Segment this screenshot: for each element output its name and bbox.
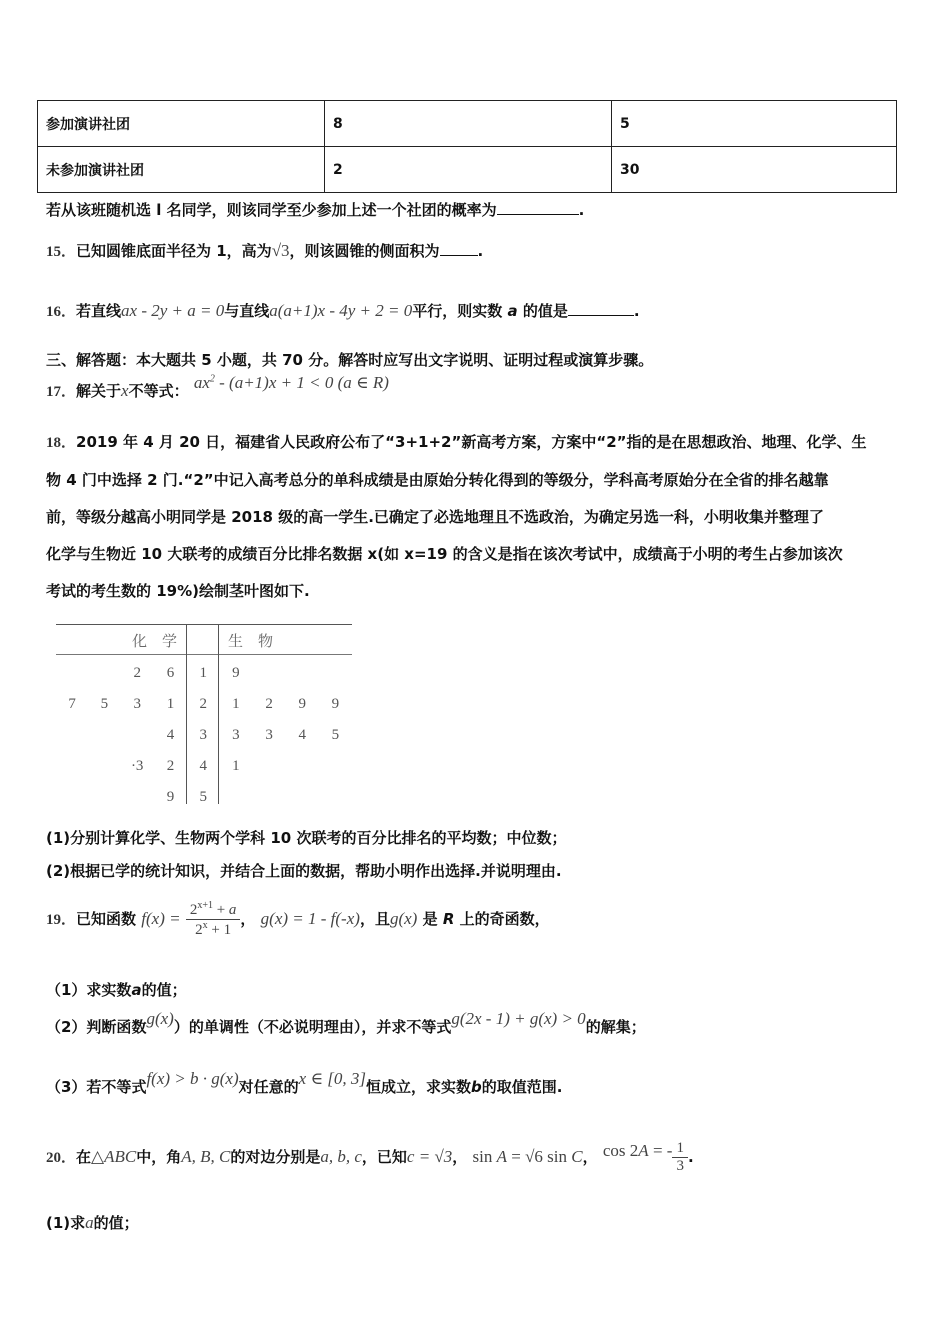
q15-end: . [477,242,484,260]
stem-value: 3 [199,727,207,743]
q15-pre: 已知圆锥底面半径为 1，高为 [76,242,272,260]
q20-mid2: 的对边分别是 [230,1148,321,1166]
q19-post: 是 [422,910,438,928]
stem-row [56,689,352,720]
question-number: 15． [46,244,77,260]
stem-row [56,751,352,782]
question-number: 16． [46,304,77,320]
question-number: 17． [46,384,77,400]
q16-pre: 若直线 [76,302,122,320]
left-leaf: 5 [100,696,109,712]
table-cell: 30 [612,147,897,193]
stem-value: 4 [199,758,207,774]
table-cell: 参加演讲社团 [38,101,325,147]
right-leaf [286,782,319,813]
q19-s1var: a [131,981,142,999]
q16-post: 平行，则实数 [412,302,503,320]
q19-s3pre: （3）若不等式 [46,1078,147,1096]
q19-sub1 [46,979,187,1000]
table-cell: 5 [612,101,897,147]
header-biology: 生 物 [228,632,274,650]
stem-value: 1 [199,665,207,681]
left-leaf [88,658,120,689]
question-number: 18． [46,435,77,451]
right-leaf: 5 [331,727,340,743]
question-number: 20． [46,1150,77,1166]
q18-line [46,424,908,462]
left-leaf: 2 [166,758,175,774]
q14-tail: 若从该班随机选 l 名同学，则该同学至少参加上述一个社团的概率为 . [46,201,585,219]
q19-s2mid: ）的单调性（不必说明理由），并求不等式 [173,1018,452,1036]
table-row [38,147,897,193]
q18-line: 化学与生物近 10 大联考的成绩百分比排名数据 x(如 x=19 的含义是指在该次考试中，成绩高于小明的考生占参加该次 [46,545,843,563]
q20-mid3: ，已知 [361,1148,407,1166]
stem-row [56,782,352,813]
stem-value: 2 [199,696,207,712]
left-leaf [56,658,88,689]
left-leaf: 9 [166,789,175,805]
left-leaf [120,720,154,751]
left-leaf [120,782,154,813]
q19-post2: 上的奇函数， [459,910,550,928]
left-leaf [88,751,120,782]
q15-post: ，则该圆锥的侧面积为 [289,242,440,260]
q16-post2: 的值是 [522,302,568,320]
question-number: 19． [46,912,77,928]
q19-pre: 已知函数 [76,910,137,928]
q20-sub1-var: a [85,1213,94,1232]
right-leaf [286,751,319,782]
q19-mid: ，且 [359,910,390,928]
q20-c1: ， [452,1148,468,1166]
q20-mid1: 中，角 [136,1148,182,1166]
stem-row [56,658,352,689]
question-17: 17．解关于x不等式： $ax^2 - (a+1)x + 1 < 0$ (a ∈ R) [46,373,389,400]
left-leaf [88,720,120,751]
stem-row [56,720,352,751]
q19-s2pre: （2）判断函数 [46,1018,147,1036]
q19-s1: （1）求实数 [46,981,132,999]
left-leaf [56,751,88,782]
question-15: 15．已知圆锥底面半径为 1，高为√3，则该圆锥的侧面积为 . [46,241,484,260]
stem-table [56,658,352,813]
q17-var: x [121,381,129,400]
left-leaf: 7 [68,696,76,712]
q20-sub1 [46,1212,139,1233]
right-leaf: 3 [265,727,273,743]
right-leaf: 1 [232,758,240,774]
q19-s3end: 的取值范围. [481,1078,563,1096]
q19-s3post: 恒成立，求实数 [366,1078,472,1096]
stem-value: 5 [199,789,207,805]
right-leaf [252,751,285,782]
left-leaf: ·3 [130,758,144,774]
q20-sub1-end: 的值； [93,1214,139,1232]
left-leaf [56,720,88,751]
q16-mid: 与直线 [224,302,270,320]
q18-line: 考试的考生数的 19%)绘制茎叶图如下. [46,582,310,600]
right-leaf: 2 [265,696,273,712]
question-18 [46,424,908,610]
right-leaf [319,658,352,689]
question-19: 19．已知函数 f(x) = $\frac{2^{x+1} + a}{2^x + 1}$ ， g(x) = 1 - f(-x)，且g(x) 是 R 上的奇函数， [46,900,550,938]
left-leaf: 6 [166,665,175,681]
table-row [38,101,897,147]
q20-end: . [687,1148,694,1166]
right-leaf: 3 [232,727,240,743]
q19-R: R [442,910,455,928]
right-leaf: 9 [298,696,306,712]
left-leaf [88,782,120,813]
q18-line: 物 4 门中选择 2 门.“2”中记入高考总分的单科成绩是由原始分转化得到的等级分，学科高考原始分在全省的排名越靠 [46,471,829,489]
q19-sep: ， [240,910,256,928]
right-leaf: 9 [331,696,340,712]
q19-s1end: 的值； [141,981,187,999]
q17-post: 不等式： [128,382,189,400]
q18-sub2: (2)根据已学的统计知识，并结合上面的数据，帮助小明作出选择.并说明理由. [46,862,562,880]
q20-pre: 在 [76,1148,92,1166]
right-leaf [319,782,352,813]
stem-leaf-plot [56,624,352,804]
q16-end: . [633,302,640,320]
right-leaf [319,751,352,782]
right-leaf [219,782,252,813]
right-leaf [252,658,285,689]
right-leaf: 1 [232,696,240,712]
right-leaf [252,782,285,813]
q20-sub1-text: (1)求 [46,1214,86,1232]
table-cell: 2 [325,147,612,193]
q19-s2end: 的解集； [585,1018,646,1036]
right-leaf [286,658,319,689]
right-leaf: 4 [298,727,306,743]
club-table [37,100,897,193]
q19-sub2: （2）判断函数g(x)）的单调性（不必说明理由），并求不等式g(2x - 1) + g(x) > 0的解集； [46,1009,646,1036]
q18-line: 前，等级分越高小明同学是 2018 级的高一学生.已确定了必选地理且不选政治，为确定另选一科，小明收集并整理了 [46,508,824,526]
table-cell: 未参加演讲社团 [38,147,325,193]
q18-text: 2019 年 4 月 20 日，福建省人民政府公布了“3+1+2”新高考方案，方案中“2”指的是在思想政治、地理、化学、生 [76,433,867,451]
table-cell: 8 [325,101,612,147]
right-leaf: 9 [232,665,240,681]
left-leaf [56,782,88,813]
left-leaf: 2 [133,665,141,681]
section-heading: 三、解答题：本大题共 5 小题，共 70 分。解答时应写出文字说明、证明过程或演算步骤。 [46,351,654,369]
question-20: 20．在△ABC中，角A, B, C的对边分别是a, b, c，已知c = √3， sin A = √6 sin C， cos 2A = - $\frac{1}{3}$ . [46,1140,694,1174]
q16-var: a [507,302,518,320]
q19-s3mid: 对任意的 [238,1078,299,1096]
q18-sub1: (1)分别计算化学、生物两个学科 10 次联考的百分比排名的平均数；中位数； [46,829,567,847]
q20-c2: ， [582,1148,598,1166]
question-16: 16．若直线ax - 2y + a = 0与直线a(a+1)x - 4y + 2 = 0平行，则实数 a 的值是 . [46,301,640,320]
q19-s3var: b [471,1078,482,1096]
header-chemistry: 化 学 [132,632,178,650]
q14-text: 若从该班随机选 l 名同学，则该同学至少参加上述一个社团的概率为 [46,201,497,219]
q17-pre: 解关于 [76,382,122,400]
left-leaf: 4 [166,727,175,743]
left-leaf: 1 [166,696,175,712]
left-leaf: 3 [133,696,141,712]
q19-sub3: （3）若不等式f(x) > b · g(x)对任意的x ∈ [0, 3]恒成立，求实数b的取值范围. [46,1069,563,1096]
